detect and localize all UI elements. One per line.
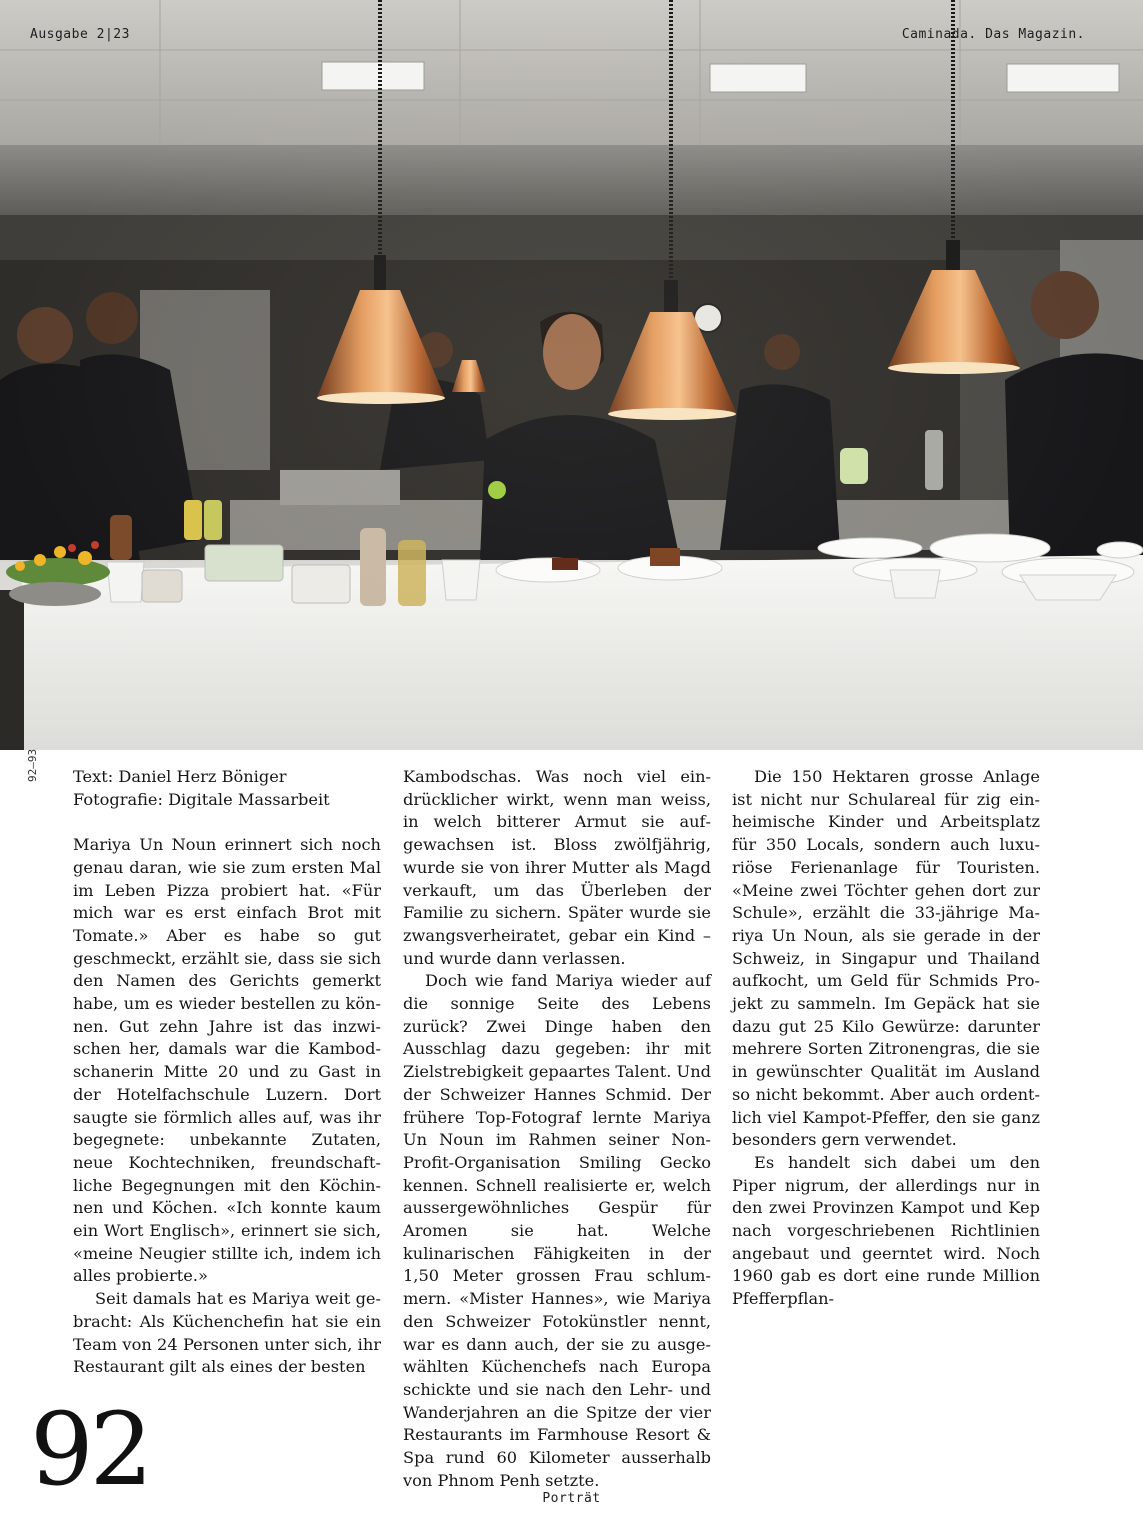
- issue-label: Ausgabe 2|23: [30, 27, 130, 42]
- article-paragraph: Kambodschas. Was noch viel eindrücklicher wirkt, wenn man weiss, in welch bitterer Armut sie aufgewachsen ist. Bloss zwölfjährig, wurde sie von ihrer Mutter als Magd verkauft, um das Überleben der Familie zu sichern. Später wurde sie zwangsverheiratet, gebar ein Kind – und wurde dann verlassen.: [403, 767, 711, 968]
- kitchen-scene-illustration: [0, 0, 1143, 750]
- article-paragraph: Mariya Un Noun erinnert sich noch genau daran, wie sie zum ersten Mal im Leben Pizza probiert hat. «Für mich war es erst einfach Brot mit Tomate.» Aber es habe so gut geschmeckt, erzählt sie, dass sie sich den Namen des Gerichts gemerkt habe, um es wieder bestellen zu können. Gut zehn Jahre ist das inzwischen her, damals war die Kambodschanerin Mitte 20 und zu Gast in der Hotelfachschule Luzern. Dort saugte sie förmlich alles auf, was ihr begegnete: unbekannte Zutaten, neue Kochtechniken, freundschaftliche Begegnungen mit den Köchinnen und Köchen. «Ich konnte kaum ein Wort Englisch», erinnert sie sich, «meine Neugier stillte ich, indem ich alles probierte.»: [73, 835, 381, 1286]
- article-column-3: [732, 766, 1040, 1311]
- article-column-1: [73, 766, 381, 1379]
- article-paragraph: Die 150 Hektaren grosse Anlage ist nicht nur Schulareal für zig einheimische Kinder und Arbeitsplatz für 350 Locals, sondern auch luxuriöse Ferienanlage für Touristen. «Meine zwei Töchter gehen dort zur Schule», erzählt die 33-jährige Mariya Un Noun, als sie gerade in der Schweiz, in Singapur und Thailand aufkocht, um Geld für Schmids Projekt zu sammeln. Im Gepäck hat sie dazu gut 25 Kilo Gewürze: darunter mehrere Sorten Zitronengras, die sie in gewünschter Qualität im Ausland so nicht bekommt. Aber auch ordentlich viel Kampot-Pfeffer, den sie ganz besonders gern verwendet.: [732, 767, 1040, 1150]
- page-number: 92: [30, 1391, 150, 1508]
- kitchen-photo: [0, 0, 1143, 750]
- article-paragraph: Es handelt sich dabei um den Piper nigrum, der allerdings nur in den zwei Provinzen Kampot und Kep nach vorgeschriebenen Richtlinien angebaut und geerntet wird. Noch 1960 gab es dort eine runde Million Pfefferpflan-: [732, 1152, 1040, 1309]
- page-range: 92–93: [26, 748, 39, 782]
- article-paragraph: Seit damals hat es Mariya weit gebracht: Als Küchenchefin hat sie ein Team von 24 Personen unter sich, ihr Restaurant gilt als eines der besten: [73, 1289, 381, 1377]
- article-paragraph: Doch wie fand Mariya wieder auf die sonnige Seite des Lebens zurück? Zwei Dinge haben den Ausschlag dazu gegeben: ihr mit Zielstrebigkeit gepaartes Talent. Und der Schweizer Hannes Schmid. Der frühere Top-Fotograf lernte Mariya Un Noun im Rahmen seiner Non-Profit-Organisation Smiling Gecko kennen. Schnell realisierte er, welch aussergewöhnliches Gespür für Aromen sie hat. Welche kulinarischen Fähigkeiten in der 1,50 Meter grossen Frau schlummern. «Mister Hannes», wie Mariya den Schweizer Fotokünstler nennt, war es dann auch, der sie zu ausgewählten Küchenchefs nach Europa schickte und sie nach den Lehr- und Wanderjahren an die Spitze der vier Restaurants im Farmhouse Resort & Spa rund 60 Kilometer ausserhalb von Phnom Penh setzte.: [403, 971, 711, 1490]
- text-credit: Text: Daniel Herz Böniger: [73, 767, 287, 786]
- photo-credit: Fotografie: Digitale Massarbeit: [73, 789, 330, 809]
- magazine-title: Caminada. Das Magazin.: [901, 27, 1085, 42]
- section-label: Porträt: [542, 1491, 601, 1506]
- article-column-2: [403, 766, 711, 1493]
